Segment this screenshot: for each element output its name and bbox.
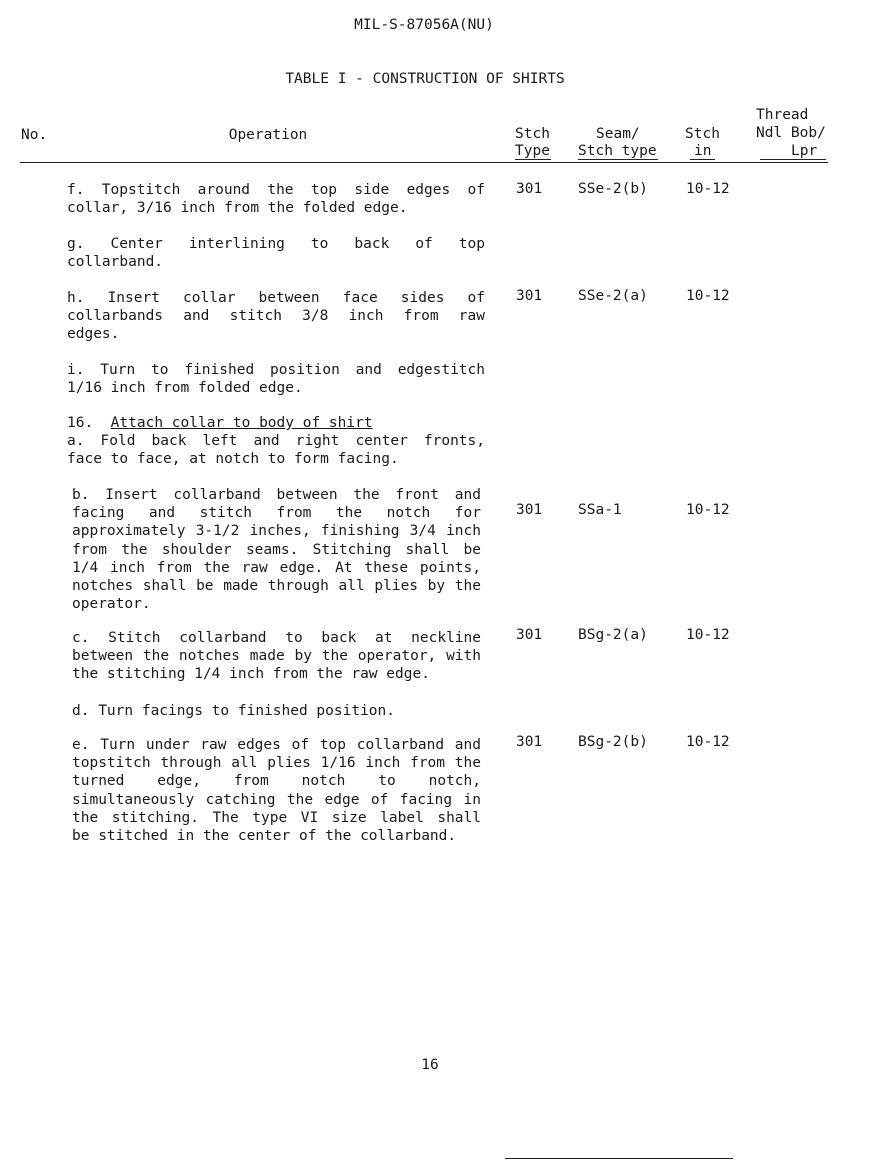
stch-in-cell: 10-12: [686, 734, 730, 750]
section-heading: [67, 415, 373, 431]
operation-line: facing and stitch from the notch for: [72, 505, 481, 522]
operation-line: approximately 3-1/2 inches, finishing 3/4 inch: [72, 523, 481, 540]
col-header-thread-1: Thread: [756, 107, 809, 123]
col-header-seam-2: Stch type: [578, 143, 657, 159]
operation-text: [72, 486, 481, 613]
stch-in-cell: 10-12: [686, 181, 730, 197]
seam-cell: SSa-1: [578, 502, 622, 518]
operation-line: the stitching 1/4 inch from the raw edge.: [72, 666, 430, 683]
stch-type-cell: 301: [516, 288, 543, 304]
section-number: 16.: [67, 415, 94, 431]
col-header-seam-1: Seam/: [596, 126, 640, 142]
header-underline-stch-type: [515, 159, 551, 160]
operation-line: 1/4 inch from the raw edge. At these points,: [72, 559, 481, 576]
operation-line: f. Topstitch around the top side edges of: [67, 182, 485, 198]
seam-cell: BSg-2(b): [578, 734, 648, 750]
page-number: 16: [421, 1057, 439, 1073]
operation-line: edges.: [67, 326, 120, 343]
stch-type-cell: 301: [516, 627, 543, 643]
operation-line: c. Stitch collarband to back at neckline: [72, 630, 481, 646]
operation-line: g. Center interlining to back of top: [67, 236, 485, 252]
table-header-rule: [20, 162, 828, 163]
header-underline-thread: [760, 159, 826, 160]
col-header-stch-type-1: Stch: [515, 126, 550, 142]
operation-line: h. Insert collar between face sides of: [67, 290, 485, 306]
operation-line: collar, 3/16 inch from the folded edge.: [67, 200, 408, 217]
operation-text: [72, 702, 481, 720]
col-header-thread-2: Ndl Bob/: [756, 125, 826, 141]
seam-cell: BSg-2(a): [578, 627, 648, 643]
operation-text: [67, 361, 485, 397]
seam-cell: SSe-2(b): [578, 181, 648, 197]
operation-line: collarbands and stitch 3/8 inch from raw: [67, 308, 485, 325]
col-header-stch-in-2: in: [694, 143, 712, 159]
operation-text: [67, 235, 485, 271]
table-title: TABLE I - CONSTRUCTION OF SHIRTS: [285, 71, 565, 87]
operation-line: notches shall be made through all plies by the: [72, 578, 481, 595]
operation-line: topstitch through all plies 1/16 inch from the: [72, 755, 481, 772]
operation-line: a. Fold back left and right center fronts,: [67, 433, 485, 449]
stch-type-cell: 301: [516, 502, 543, 518]
operation-line: face to face, at notch to form facing.: [67, 451, 399, 468]
section-title: Attach collar to body of shirt: [110, 415, 373, 431]
stch-type-cell: 301: [516, 734, 543, 750]
col-header-stch-type-2: Type: [515, 143, 550, 159]
operation-line: collarband.: [67, 254, 164, 271]
stch-type-cell: 301: [516, 181, 543, 197]
operation-line: the stitching. The type VI size label shall: [72, 809, 481, 826]
operation-line: from the shoulder seams. Stitching shall be: [72, 541, 481, 558]
operation-text: [67, 181, 485, 217]
operation-text: [67, 432, 485, 468]
operation-line: between the notches made by the operator, with: [72, 648, 481, 665]
col-header-stch-in-1: Stch: [685, 126, 720, 142]
operation-line: d. Turn facings to finished position.: [72, 703, 396, 719]
stch-in-cell: 10-12: [686, 627, 730, 643]
col-header-thread-3: Lpr: [791, 143, 818, 159]
stch-in-cell: 10-12: [686, 288, 730, 304]
operation-line: simultaneously catching the edge of facing in: [72, 791, 481, 808]
operation-line: operator.: [72, 596, 151, 613]
operation-line: 1/16 inch from folded edge.: [67, 380, 303, 397]
document-id: MIL-S-87056A(NU): [354, 17, 494, 33]
operation-line: turned edge, from notch to notch,: [72, 773, 481, 790]
scan-artifact-line: [505, 1158, 733, 1159]
header-underline-stch-in: [690, 159, 715, 160]
operation-text: [72, 736, 481, 845]
operation-text: [67, 289, 485, 344]
operation-line: i. Turn to finished position and edgestitch: [67, 362, 485, 378]
seam-cell: SSe-2(a): [578, 288, 648, 304]
col-header-operation: Operation: [228, 127, 308, 143]
operation-text: [72, 629, 481, 684]
operation-line: e. Turn under raw edges of top collarband and: [72, 737, 481, 753]
operation-line: be stitched in the center of the collarband.: [72, 828, 457, 845]
header-underline-seam: [578, 159, 658, 160]
stch-in-cell: 10-12: [686, 502, 730, 518]
operation-line: b. Insert collarband between the front and: [72, 487, 481, 503]
col-header-no: No.: [21, 127, 48, 143]
